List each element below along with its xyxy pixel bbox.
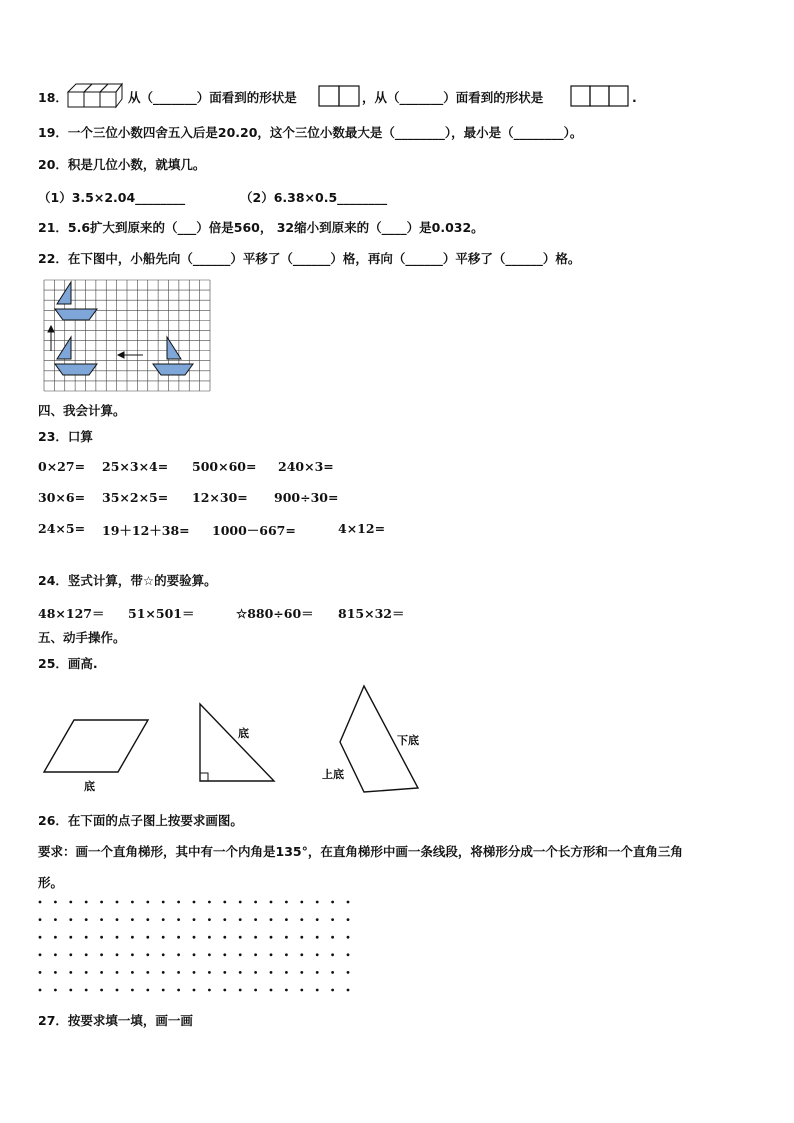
grid-dot [239,901,242,904]
grid-dot [100,936,103,939]
grid-dot [254,989,257,992]
boat-bottom-right [153,337,193,375]
grid-dot [331,901,334,904]
q27-text: 27．按要求填一填，画一画 [38,1013,193,1028]
grid-dot [177,918,180,921]
grid-dot [39,971,42,974]
grid-dot [116,936,119,939]
grid-dot [100,953,103,956]
q18-end: . [632,90,637,105]
grid-dot [285,918,288,921]
grid-dot [347,901,350,904]
grid-dot [193,989,196,992]
grid-dot [254,918,257,921]
grid-dot [347,936,350,939]
grid-dot [239,989,242,992]
q23-r1-c1: 0×27= [38,459,86,474]
q23-r1-c3: 500×60= [192,459,257,474]
grid-dot [270,989,273,992]
grid-dot [316,936,319,939]
grid-dot [239,918,242,921]
grid-dot [208,971,211,974]
grid-dot [254,953,257,956]
grid-dot [239,971,242,974]
grid-dot [100,918,103,921]
grid-dot [254,971,257,974]
q23-r2-c1: 30×6= [38,490,86,505]
grid-dot [100,971,103,974]
boat-translation-grid [43,279,211,393]
q18-number: 18． [38,90,68,105]
grid-dot [223,901,226,904]
grid-dot [85,989,88,992]
grid-dot [331,989,334,992]
grid-dot [300,901,303,904]
q24-text: 24．竖式计算，带☆的要验算。 [38,573,217,588]
trapezoid-bottom-label: 下底 [397,734,419,747]
grid-dot [85,901,88,904]
q18-part1: 从（_______）面看到的形状是 [128,90,297,105]
grid-dot [54,971,57,974]
grid-dot [162,989,165,992]
parallelogram-base-label: 底 [84,780,95,793]
grid-dot [146,971,149,974]
q24-item-3: ☆880÷60＝ [236,606,314,621]
q23-r1-c4: 240×3= [278,459,334,474]
section4-title: 四、我会计算。 [38,403,126,418]
q18-part2: ，从（_______）面看到的形状是 [362,90,544,105]
grid-dot [285,971,288,974]
grid-dot [193,901,196,904]
grid-dot [193,936,196,939]
q25-shapes [40,684,440,804]
grid-dot [193,953,196,956]
grid-dot [162,953,165,956]
q23-r2-c3: 12×30= [192,490,248,505]
q24-item-2: 51×501＝ [128,606,195,621]
grid-dot [39,936,42,939]
grid-dot [54,901,57,904]
trapezoid-top-label: 上底 [322,768,344,781]
q23-r2-c4: 900÷30= [274,490,339,505]
grid-dot [316,971,319,974]
grid-dot [347,918,350,921]
grid-dot [270,971,273,974]
q23-r2-c2: 35×2×5= [102,490,169,505]
q24-item-1: 48×127＝ [38,606,105,621]
grid-dot [223,971,226,974]
grid-dot [316,918,319,921]
parallelogram [44,720,148,772]
grid-dot [208,918,211,921]
dot-grid [38,900,358,1000]
boat-bottom-left [55,337,97,375]
grid-dot [146,901,149,904]
grid-dot [85,918,88,921]
q23-r3-c3: 1000－667= [212,523,296,538]
grid-dot [270,953,273,956]
grid-dot [54,989,57,992]
grid-dot [285,936,288,939]
q20-a: （1）3.5×2.04________ [38,190,186,205]
grid-dot [285,953,288,956]
grid-dot [69,971,72,974]
q23-r3-c1: 24×5= [38,521,86,536]
grid-dot [177,953,180,956]
grid-dot [69,953,72,956]
arrow-up [48,326,54,351]
grid-dot [162,901,165,904]
q24-item-4: 815×32＝ [338,606,405,621]
grid-dot [116,989,119,992]
grid-dot [146,953,149,956]
grid-dot [69,936,72,939]
q22-text: 22．在下图中，小船先向（______）平移了（______）格，再向（______）平移了（______）格。 [38,251,581,266]
grid-dot [177,901,180,904]
grid-dot [223,918,226,921]
section5-title: 五、动手操作。 [38,630,126,645]
q25-text: 25．画高. [38,656,98,671]
grid-dot [300,936,303,939]
triangle-base-label: 底 [238,727,249,740]
q26-req1: 要求：画一个直角梯形，其中有一个内角是135°，在直角梯形中画一条线段，将梯形分成一个长方形和一个直角三角 [38,844,683,859]
grid-dot [254,901,257,904]
grid-dot [116,918,119,921]
grid-dot [285,901,288,904]
grid-dot [347,971,350,974]
grid-dot [316,953,319,956]
grid-dot [177,971,180,974]
view-shape-three-squares [570,85,630,107]
q23-r3-c4: 4×12= [338,521,386,536]
grid-dot [331,971,334,974]
q26-req2: 形。 [38,875,64,890]
grid-dot [270,901,273,904]
grid-dot [131,989,134,992]
grid-dot [39,918,42,921]
grid-dot [146,936,149,939]
view-shape-two-squares [318,85,360,107]
grid-dot [254,936,257,939]
grid-dot [300,918,303,921]
q19-text: 19．一个三位小数四舍五入后是20.20，这个三位小数最大是（________），最小是（________）。 [38,125,583,140]
grid-dot [223,989,226,992]
boat-top-left [55,282,97,320]
grid-dot [285,989,288,992]
grid-dot [100,989,103,992]
grid-dot [54,918,57,921]
grid-dot [316,989,319,992]
grid-dot [223,936,226,939]
grid-dot [208,901,211,904]
q23-r3-c2: 19＋12＋38= [102,523,190,538]
grid-dot [100,901,103,904]
grid-dot [177,936,180,939]
grid-dot [131,936,134,939]
grid-dot [223,953,226,956]
grid-dot [39,989,42,992]
grid-dot [162,936,165,939]
grid-dot [116,953,119,956]
grid-dot [54,953,57,956]
grid-dot [270,936,273,939]
arrow-left [118,352,143,358]
q23-r1-c2: 25×3×4= [102,459,169,474]
grid-dot [208,989,211,992]
grid-dot [347,989,350,992]
grid-dot [131,901,134,904]
grid-dot [146,918,149,921]
grid-dot [146,989,149,992]
grid-dot [300,953,303,956]
grid-dot [208,936,211,939]
grid-dot [331,953,334,956]
grid-dot [39,953,42,956]
grid-dot [177,989,180,992]
grid-dot [331,918,334,921]
grid-dot [162,971,165,974]
right-triangle [200,704,274,781]
grid-dot [131,918,134,921]
grid-dot [131,971,134,974]
grid-dot [239,936,242,939]
grid-dot [300,971,303,974]
grid-dot [270,918,273,921]
grid-dot [39,901,42,904]
q20-text: 20．积是几位小数，就填几。 [38,157,206,172]
grid-dot [239,953,242,956]
grid-dot [347,953,350,956]
grid-dot [85,971,88,974]
grid-dot [116,971,119,974]
grid-dot [193,971,196,974]
grid-dot [54,936,57,939]
grid-dot [69,901,72,904]
q20-b: （2）6.38×0.5________ [240,190,388,205]
q21-text: 21．5.6扩大到原来的（___）倍是560， 32缩小到原来的（____）是0.032。 [38,220,484,235]
grid-dot [193,918,196,921]
grid-dot [300,989,303,992]
grid-dot [162,918,165,921]
grid-dot [331,936,334,939]
grid-dot [69,918,72,921]
cube-stack-figure [66,80,124,110]
grid-dot [208,953,211,956]
grid-dot [131,953,134,956]
grid-dot [85,953,88,956]
grid-dot [85,936,88,939]
grid-dot [116,901,119,904]
q26-text: 26．在下面的点子图上按要求画图。 [38,813,243,828]
grid-dot [69,989,72,992]
grid-dot [316,901,319,904]
q23-text: 23．口算 [38,429,93,444]
